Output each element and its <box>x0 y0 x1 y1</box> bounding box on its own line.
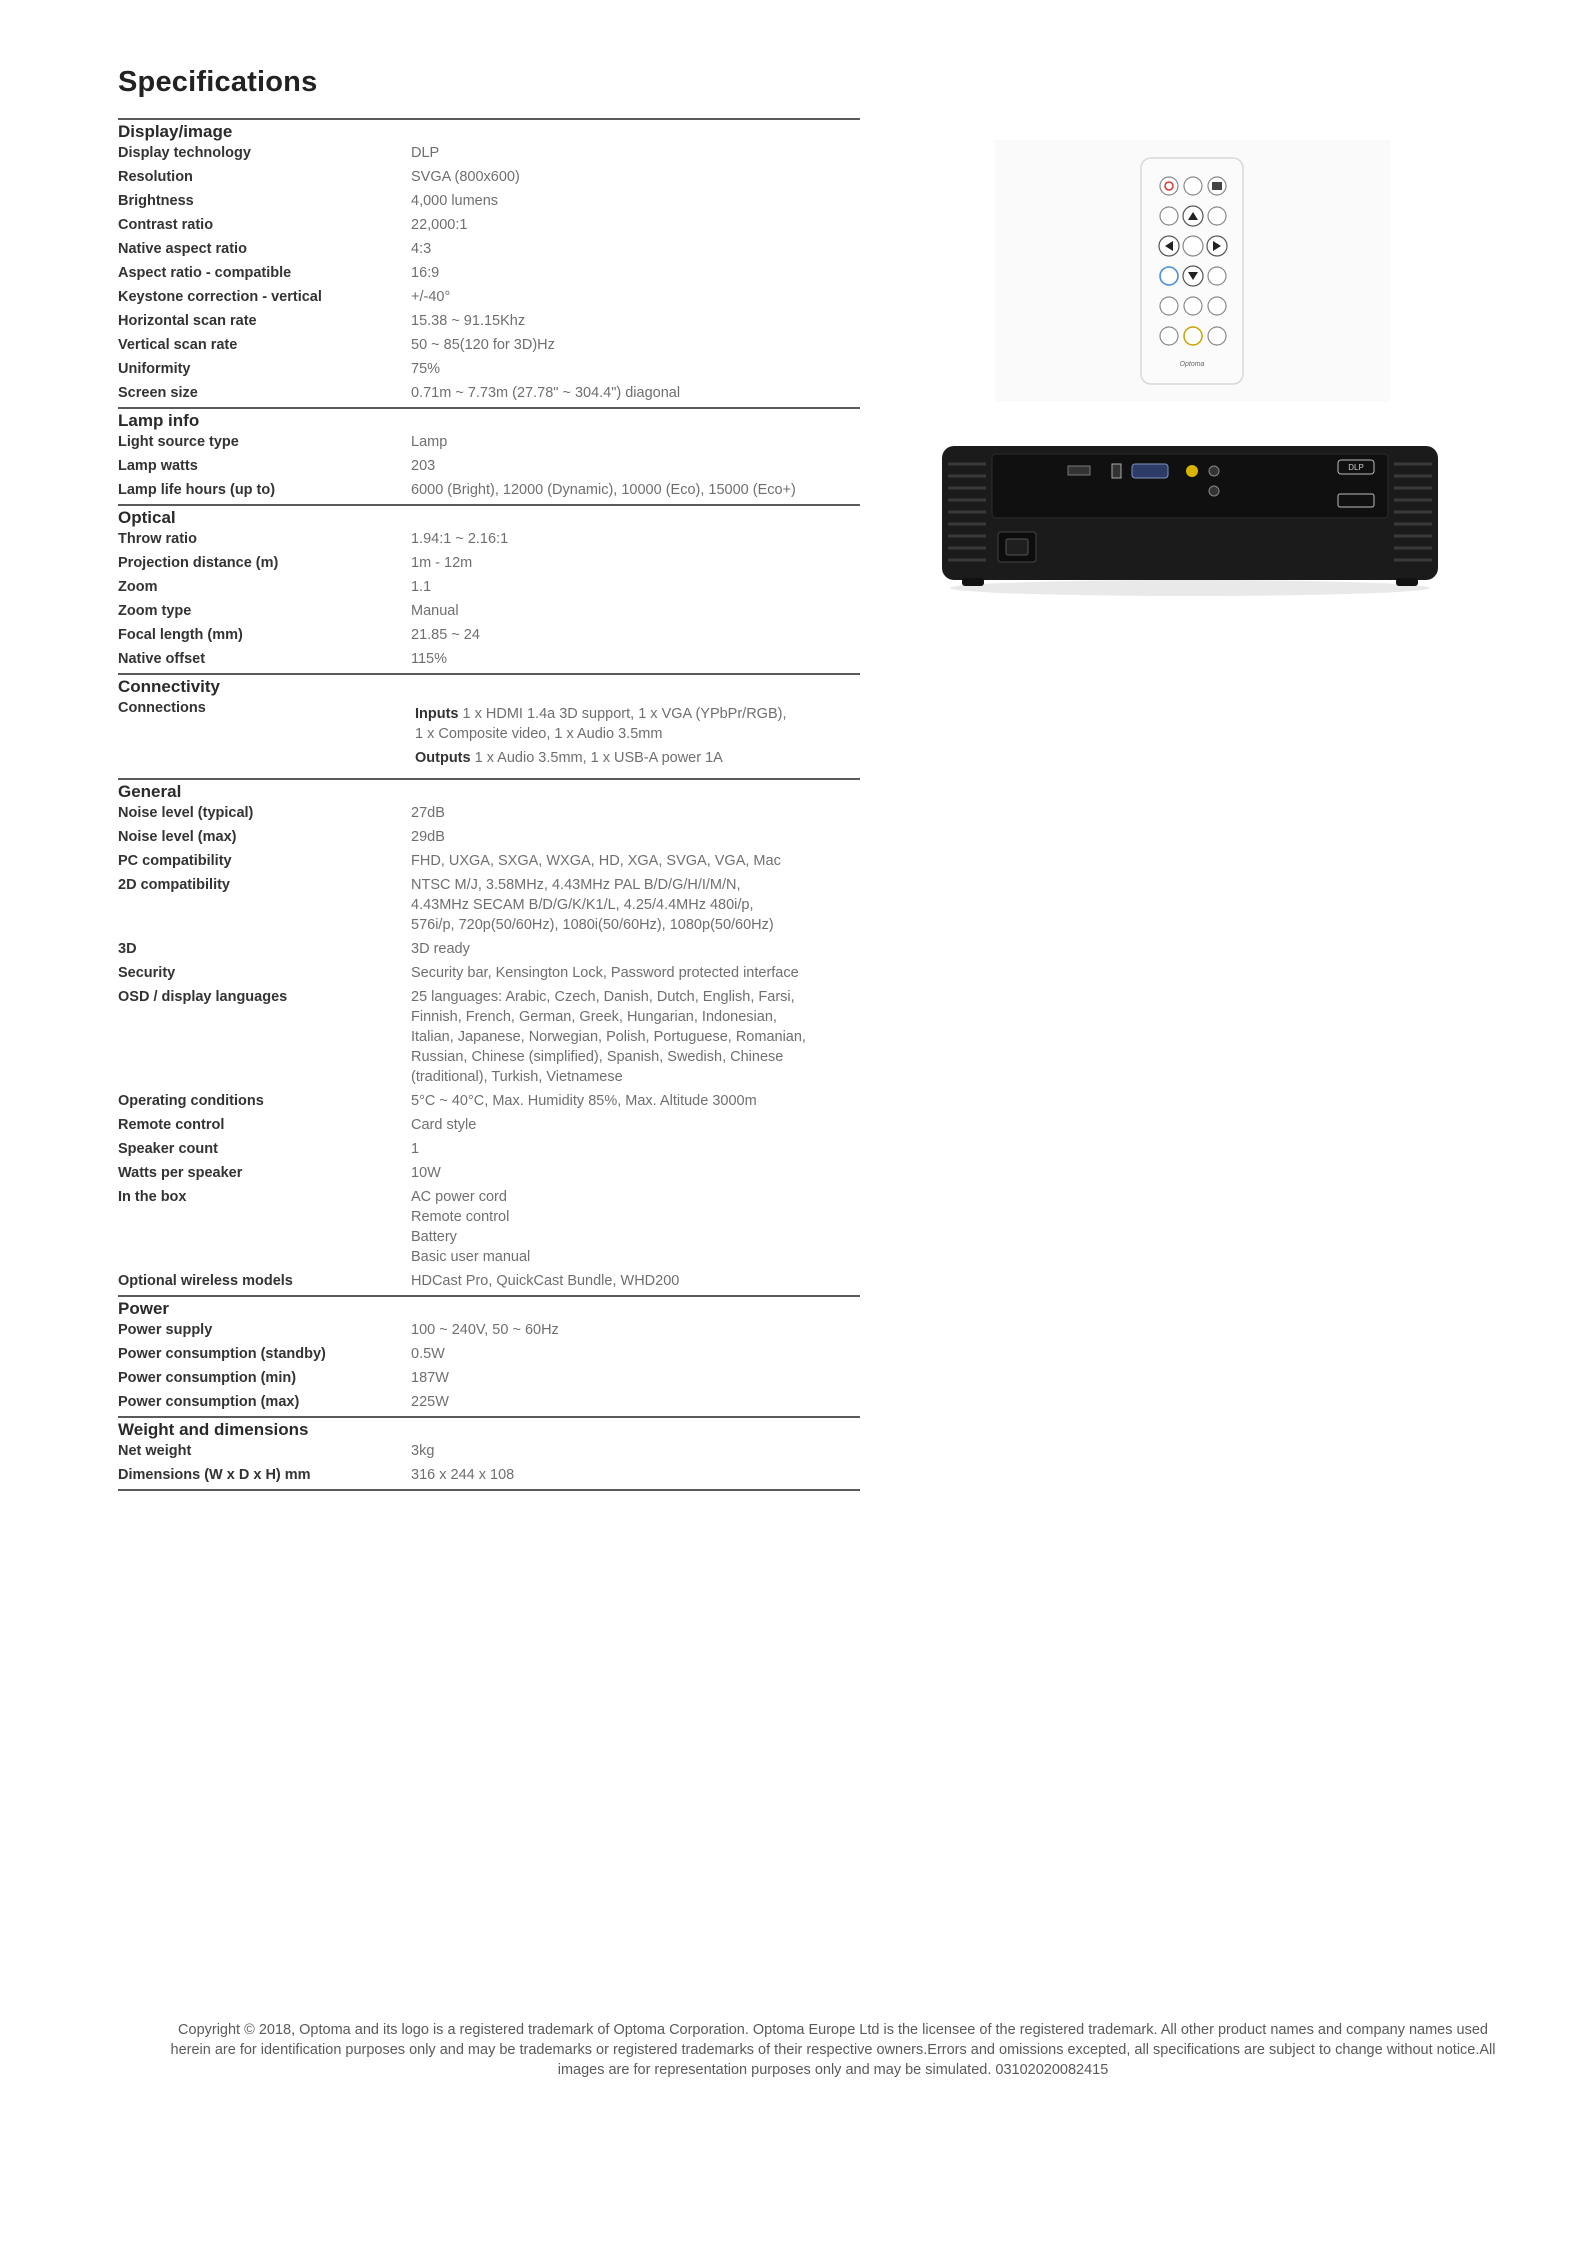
spec-label: Light source type <box>118 434 239 450</box>
spec-label: Lamp watts <box>118 458 198 474</box>
spec-value-line: Remote control <box>411 1209 510 1225</box>
spec-value <box>411 1368 860 1388</box>
spec-value-line: HDCast Pro, QuickCast Bundle, WHD200 <box>411 1273 680 1289</box>
outputs-text: 1 x Audio 3.5mm, 1 x USB-A power 1A <box>474 750 723 766</box>
spec-value-line: 1m - 12m <box>411 555 473 571</box>
section-general <box>118 778 860 1291</box>
spec-label: Zoom <box>118 579 158 595</box>
spec-value <box>411 875 860 935</box>
spec-value <box>411 1320 860 1340</box>
spec-label: 2D compatibility <box>118 877 230 893</box>
spec-value-line: Finnish, French, German, Greek, Hungarian, Indonesian, <box>411 1009 777 1025</box>
spec-value-line: 100 ~ 240V, 50 ~ 60Hz <box>411 1322 559 1338</box>
inputs-block <box>415 704 860 744</box>
spec-label: 3D <box>118 941 137 957</box>
spec-label: Net weight <box>118 1443 192 1459</box>
spec-value <box>411 963 860 983</box>
spec-label: Uniformity <box>118 361 191 377</box>
spec-value <box>411 287 860 307</box>
spec-value-line: 1 <box>411 1141 420 1157</box>
inputs-line: 1 x HDMI 1.4a 3D support, 1 x VGA (YPbPr/RGB), <box>462 706 787 722</box>
spec-row <box>118 311 860 331</box>
spec-value <box>411 1271 860 1291</box>
spec-row <box>118 987 860 1087</box>
section-connectivity <box>118 673 860 772</box>
outputs-block <box>415 748 860 768</box>
spec-value <box>411 311 860 331</box>
section-heading: Lamp info <box>118 411 200 430</box>
spec-row <box>118 1139 860 1159</box>
spec-label: Zoom type <box>118 603 192 619</box>
spec-value <box>411 1392 860 1412</box>
section-heading: Optical <box>118 508 176 527</box>
spec-value-line: 50 ~ 85(120 for 3D)Hz <box>411 337 555 353</box>
spec-label: Aspect ratio - compatible <box>118 265 292 281</box>
spec-value-line: 187W <box>411 1370 449 1386</box>
svg-text:DLP: DLP <box>1348 463 1364 472</box>
spec-row <box>118 191 860 211</box>
spec-value-line: 316 x 244 x 108 <box>411 1467 515 1483</box>
section-heading: Display/image <box>118 122 233 141</box>
spec-value-line: 10W <box>411 1165 441 1181</box>
spec-value <box>411 191 860 211</box>
spec-value <box>411 649 860 669</box>
spec-value <box>411 167 860 187</box>
spec-label: Power consumption (min) <box>118 1370 297 1386</box>
spec-value-line: Security bar, Kensington Lock, Password protected interface <box>411 965 799 981</box>
spec-value-line: 1.94:1 ~ 2.16:1 <box>411 531 509 547</box>
spec-row <box>118 553 860 573</box>
footer-line: images are for representation purposes only and may be simulated. 03102020082415 <box>557 2062 1109 2078</box>
spec-value <box>411 851 860 871</box>
section-heading: Connectivity <box>118 677 221 696</box>
spec-value <box>411 625 860 645</box>
spec-value <box>411 480 860 500</box>
spec-label: Native offset <box>118 651 206 667</box>
spec-value <box>411 553 860 573</box>
spec-value <box>411 263 860 283</box>
spec-value-line: Battery <box>411 1229 457 1245</box>
spec-value <box>411 1344 860 1364</box>
footer-line: Copyright © 2018, Optoma and its logo is a registered trademark of Optoma Corporation. Optoma Europe Ltd is the licensee of the registered trademark. All other product names and company names used <box>178 2022 1488 2038</box>
spec-value-line: +/-40° <box>411 289 451 305</box>
inputs-label: Inputs <box>415 706 459 722</box>
spec-value <box>411 456 860 476</box>
spec-label: Power consumption (standby) <box>118 1346 326 1362</box>
spec-value <box>411 529 860 549</box>
spec-row <box>118 1441 860 1461</box>
spec-value-line: 3kg <box>411 1443 435 1459</box>
spec-value <box>411 239 860 259</box>
spec-value-line: FHD, UXGA, SXGA, WXGA, HD, XGA, SVGA, VGA, Mac <box>411 853 781 869</box>
spec-label: Operating conditions <box>118 1093 264 1109</box>
spec-label: Focal length (mm) <box>118 627 243 643</box>
section-lamp-info <box>118 407 860 500</box>
spec-row <box>118 1187 860 1267</box>
spec-label: Dimensions (W x D x H) mm <box>118 1467 311 1483</box>
spec-label: Noise level (max) <box>118 829 237 845</box>
spec-value <box>411 1115 860 1135</box>
spec-value-line: Card style <box>411 1117 477 1133</box>
spec-value-line: 1.1 <box>411 579 432 595</box>
spec-row <box>118 1320 860 1340</box>
spec-row <box>118 1465 860 1485</box>
spec-label: Screen size <box>118 385 198 401</box>
spec-label: In the box <box>118 1189 187 1205</box>
spec-value-line: Italian, Japanese, Norwegian, Polish, Portuguese, Romanian, <box>411 1029 806 1045</box>
spec-label: Speaker count <box>118 1141 218 1157</box>
spec-row <box>118 335 860 355</box>
spec-label: Remote control <box>118 1117 225 1133</box>
spec-row <box>118 939 860 959</box>
spec-value-line: NTSC M/J, 3.58MHz, 4.43MHz PAL B/D/G/H/I/M/N, <box>411 877 741 893</box>
footer-line: herein are for identification purposes only and may be trademarks or registered trademarks of their respective owners.Errors and omissions excepted, all specifications are subject to change without notice.All <box>170 2042 1496 2058</box>
spec-value-line: Russian, Chinese (simplified), Spanish, Swedish, Chinese <box>411 1049 784 1065</box>
spec-value-line: 15.38 ~ 91.15Khz <box>411 313 526 329</box>
spec-value-line: 576i/p, 720p(50/60Hz), 1080i(50/60Hz), 1080p(50/60Hz) <box>411 917 774 933</box>
spec-value-line: 4.43MHz SECAM B/D/G/K/K1/L, 4.25/4.4MHz 480i/p, <box>411 897 754 913</box>
spec-value <box>411 143 860 163</box>
spec-value-line: Manual <box>411 603 459 619</box>
spec-row <box>118 577 860 597</box>
section-heading: General <box>118 782 182 801</box>
spec-value-line: Lamp <box>411 434 448 450</box>
spec-value-line: 6000 (Bright), 12000 (Dynamic), 10000 (Eco), 15000 (Eco+) <box>411 482 796 498</box>
spec-row <box>118 287 860 307</box>
spec-value <box>411 939 860 959</box>
spec-value <box>411 1465 860 1485</box>
spec-label: Power consumption (max) <box>118 1394 300 1410</box>
spec-value <box>411 1139 860 1159</box>
spec-value-line: SVGA (800x600) <box>411 169 520 185</box>
spec-value <box>411 601 860 621</box>
spec-value-line: 22,000:1 <box>411 217 468 233</box>
section-heading: Weight and dimensions <box>118 1420 309 1439</box>
spec-value-line: 3D ready <box>411 941 470 957</box>
spec-label: Resolution <box>118 169 193 185</box>
spec-value <box>411 383 860 403</box>
spec-row <box>118 649 860 669</box>
page-title: Specifications <box>118 66 318 98</box>
spec-value-line: 27dB <box>411 805 445 821</box>
section-optical <box>118 504 860 669</box>
spec-label: Connections <box>118 700 206 716</box>
spec-value-line: 225W <box>411 1394 449 1410</box>
spec-row <box>118 1115 860 1135</box>
spec-value-line: 16:9 <box>411 265 440 281</box>
spec-row <box>118 698 860 772</box>
spec-value-line: Basic user manual <box>411 1249 531 1265</box>
spec-value <box>411 987 860 1087</box>
spec-label: Vertical scan rate <box>118 337 238 353</box>
spec-value-line: (traditional), Turkish, Vietnamese <box>411 1069 623 1085</box>
spec-value <box>411 577 860 597</box>
spec-value-line: DLP <box>411 145 440 161</box>
spec-row <box>118 143 860 163</box>
spec-value <box>411 1163 860 1183</box>
spec-value-line: 0.71m ~ 7.73m (27.78" ~ 304.4") diagonal <box>411 385 681 401</box>
spec-value <box>411 1441 860 1461</box>
spec-value-line: 203 <box>411 458 436 474</box>
spec-row <box>118 1163 860 1183</box>
spec-row <box>118 432 860 452</box>
spec-value-line: 25 languages: Arabic, Czech, Danish, Dutch, English, Farsi, <box>411 989 795 1005</box>
spec-label: Display technology <box>118 145 251 161</box>
spec-table <box>118 118 860 1491</box>
spec-row <box>118 1271 860 1291</box>
spec-label: OSD / display languages <box>118 989 288 1005</box>
spec-value-line: 115% <box>411 651 448 667</box>
spec-row <box>118 480 860 500</box>
spec-label: Horizontal scan rate <box>118 313 257 329</box>
spec-value <box>411 335 860 355</box>
spec-label: Throw ratio <box>118 531 197 547</box>
outputs-label: Outputs <box>415 750 471 766</box>
spec-row <box>118 239 860 259</box>
spec-row <box>118 1368 860 1388</box>
spec-row <box>118 875 860 935</box>
spec-label: Watts per speaker <box>118 1165 243 1181</box>
spec-row <box>118 827 860 847</box>
spec-row <box>118 383 860 403</box>
spec-label: Native aspect ratio <box>118 241 247 257</box>
spec-row <box>118 167 860 187</box>
spec-label: Security <box>118 965 176 981</box>
spec-label: Power supply <box>118 1322 213 1338</box>
spec-value-line: 29dB <box>411 829 445 845</box>
spec-value <box>411 803 860 823</box>
spec-value-line: 75% <box>411 361 441 377</box>
spec-label: Keystone correction - vertical <box>118 289 322 305</box>
spec-value-line: 4,000 lumens <box>411 193 499 209</box>
spec-value <box>411 1187 860 1267</box>
spec-value <box>411 215 860 235</box>
spec-row <box>118 359 860 379</box>
spec-label: Noise level (typical) <box>118 805 254 821</box>
spec-value <box>411 1091 860 1111</box>
spec-value-line: 21.85 ~ 24 <box>411 627 480 643</box>
spec-label: Projection distance (m) <box>118 555 279 571</box>
spec-value-line: 4:3 <box>411 241 432 257</box>
spec-row <box>118 1392 860 1412</box>
spec-label: PC compatibility <box>118 853 232 869</box>
spec-row <box>118 1091 860 1111</box>
spec-row <box>118 625 860 645</box>
spec-label: Lamp life hours (up to) <box>118 482 276 498</box>
spec-value-line: 5°C ~ 40°C, Max. Humidity 85%, Max. Altitude 3000m <box>411 1093 757 1109</box>
spec-value-line: AC power cord <box>411 1189 507 1205</box>
spec-row <box>118 851 860 871</box>
spec-row <box>118 803 860 823</box>
section-heading: Power <box>118 1299 170 1318</box>
spec-label: Brightness <box>118 193 194 209</box>
spec-row <box>118 963 860 983</box>
projector-rear-image <box>940 440 1440 620</box>
section-power <box>118 1295 860 1412</box>
svg-text:Optoma: Optoma <box>1179 361 1205 368</box>
spec-label: Optional wireless models <box>118 1273 293 1289</box>
section-weight-and-dimensions <box>118 1416 860 1491</box>
spec-value <box>411 827 860 847</box>
spec-value-line: 0.5W <box>411 1346 445 1362</box>
spec-row <box>118 1344 860 1364</box>
remote-control-image <box>995 140 1390 402</box>
spec-row <box>118 263 860 283</box>
spec-row <box>118 601 860 621</box>
spec-row <box>118 529 860 549</box>
spec-row <box>118 456 860 476</box>
spec-value <box>411 432 860 452</box>
inputs-line: 1 x Composite video, 1 x Audio 3.5mm <box>415 726 663 742</box>
spec-value <box>411 698 860 772</box>
spec-label: Contrast ratio <box>118 217 214 233</box>
copyright-footer <box>118 2020 1548 2080</box>
spec-value <box>411 359 860 379</box>
spec-row <box>118 215 860 235</box>
section-display-image <box>118 118 860 403</box>
